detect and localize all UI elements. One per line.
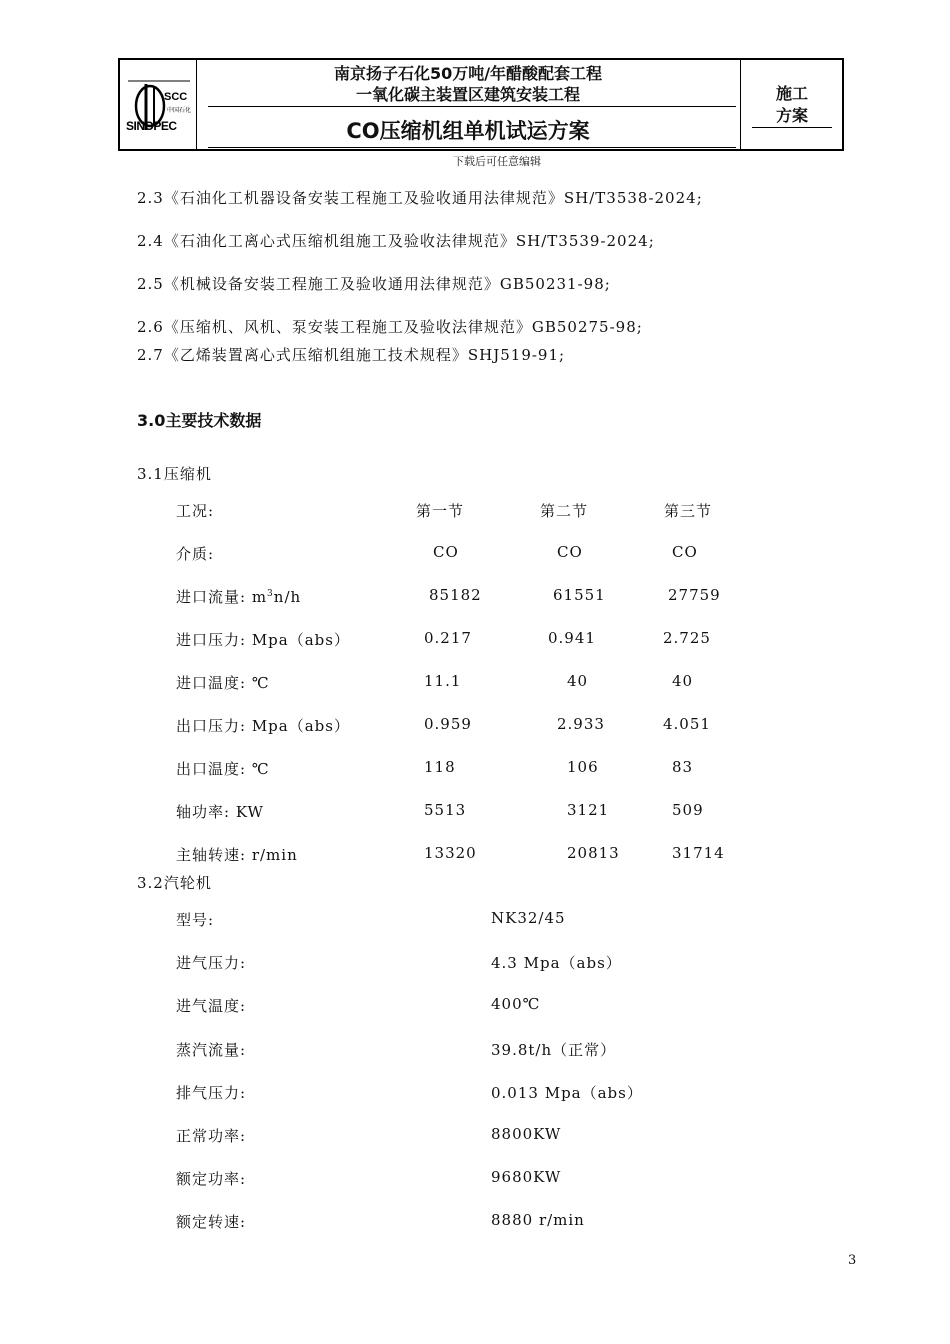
row-label: 工况: (176, 502, 215, 520)
row-label: 额定转速: (176, 1213, 247, 1231)
reference-item: 2.3《石油化工机器设备安装工程施工及验收通用法律规范》SH/T3538-2024; (137, 189, 703, 207)
cell-value: 13320 (424, 844, 477, 862)
cell-value: 8880 r/min (491, 1211, 585, 1229)
cell-value: 8800KW (491, 1125, 562, 1143)
row-label: 主轴转速: r/min (176, 846, 298, 864)
cell-value: 83 (672, 758, 694, 776)
subsection-heading: 3.1压缩机 (137, 465, 212, 483)
row-label: 介质: (176, 545, 215, 563)
cell-value: 2.725 (663, 629, 711, 647)
reference-item: 2.7《乙烯装置离心式压缩机组施工技术规程》SHJ519-91; (137, 346, 566, 364)
reference-item: 2.5《机械设备安装工程施工及验收通用法律规范》GB50231-98; (137, 275, 611, 293)
cell-value: CO (672, 543, 698, 561)
cell-value: 20813 (567, 844, 620, 862)
row-label: 进口温度: ℃ (176, 674, 270, 692)
header-rule (752, 127, 832, 128)
row-label: 蒸汽流量: (176, 1041, 247, 1059)
document-header (118, 58, 844, 151)
doc-type-line2: 方案 (775, 106, 808, 125)
cell-value: 11.1 (424, 672, 462, 690)
row-label: 进口流量: $m^3n/h$ (176, 588, 302, 606)
cell-value: 2.933 (557, 715, 605, 733)
cell-value: 106 (567, 758, 599, 776)
row-label: 出口温度: ℃ (176, 760, 270, 778)
row-label: 额定功率: (176, 1170, 247, 1188)
stage-header: 第二节 (540, 502, 589, 520)
cell-value: 0.959 (424, 715, 472, 733)
doc-type-line1: 施工 (775, 84, 808, 103)
logo-text-bottom: SINOPEC (126, 119, 177, 133)
cell-value: CO (433, 543, 459, 561)
row-label: 进气温度: (176, 997, 247, 1015)
cell-value: 40 (567, 672, 589, 690)
company-logo (120, 60, 196, 149)
row-label: 正常功率: (176, 1127, 247, 1145)
cell-value: 31714 (672, 844, 725, 862)
row-label: 进口压力: Mpa（abs） (176, 631, 350, 649)
cell-value: 118 (424, 758, 456, 776)
cell-value: 0.941 (548, 629, 596, 647)
cell-value: 0.013 Mpa（abs） (491, 1084, 643, 1102)
cell-value: CO (557, 543, 583, 561)
document-title: CO压缩机组单机试运方案 (346, 119, 590, 143)
svg-text:中国石化: 中国石化 (167, 107, 192, 114)
project-title: 南京扬子石化50万吨/年醋酸配套工程 (333, 64, 603, 83)
cell-value: NK32/45 (491, 909, 566, 927)
reference-item: 2.4《石油化工离心式压缩机组施工及验收法律规范》SH/T3539-2024; (137, 232, 655, 250)
header-divider (740, 60, 741, 149)
cell-value: 400℃ (491, 995, 541, 1013)
row-label: 型号: (176, 911, 215, 929)
row-label: 排气压力: (176, 1084, 247, 1102)
row-label: 进气压力: (176, 954, 247, 972)
logo-text-top: SCC (164, 91, 188, 103)
cell-value: 27759 (668, 586, 721, 604)
cell-value: 61551 (553, 586, 606, 604)
cell-value: 0.217 (424, 629, 472, 647)
header-rule (208, 106, 736, 107)
download-note: 下载后可任意编辑 (453, 155, 541, 168)
stage-header: 第三节 (664, 502, 713, 520)
project-subtitle: 一氧化碳主装置区建筑安装工程 (355, 85, 580, 104)
cell-value: 5513 (424, 801, 467, 819)
cell-value: 40 (672, 672, 694, 690)
cell-value: 4.3 Mpa（abs） (491, 954, 622, 972)
header-divider (196, 60, 197, 149)
cell-value: 9680KW (491, 1168, 562, 1186)
subsection-heading: 3.2汽轮机 (137, 874, 212, 892)
page-number: 3 (848, 1253, 857, 1268)
cell-value: 3121 (567, 801, 610, 819)
header-rule (208, 150, 736, 151)
cell-value: 4.051 (663, 715, 711, 733)
cell-value: 509 (672, 801, 704, 819)
row-label: 轴功率: KW (176, 803, 264, 821)
reference-item: 2.6《压缩机、风机、泵安装工程施工及验收法律规范》GB50275-98; (137, 318, 643, 336)
row-label: 出口压力: Mpa（abs） (176, 717, 350, 735)
section-heading: 3.0主要技术数据 (137, 411, 262, 430)
cell-value: 39.8t/h（正常） (491, 1041, 617, 1059)
stage-header: 第一节 (416, 502, 465, 520)
header-rule (208, 147, 736, 148)
cell-value: 85182 (429, 586, 482, 604)
